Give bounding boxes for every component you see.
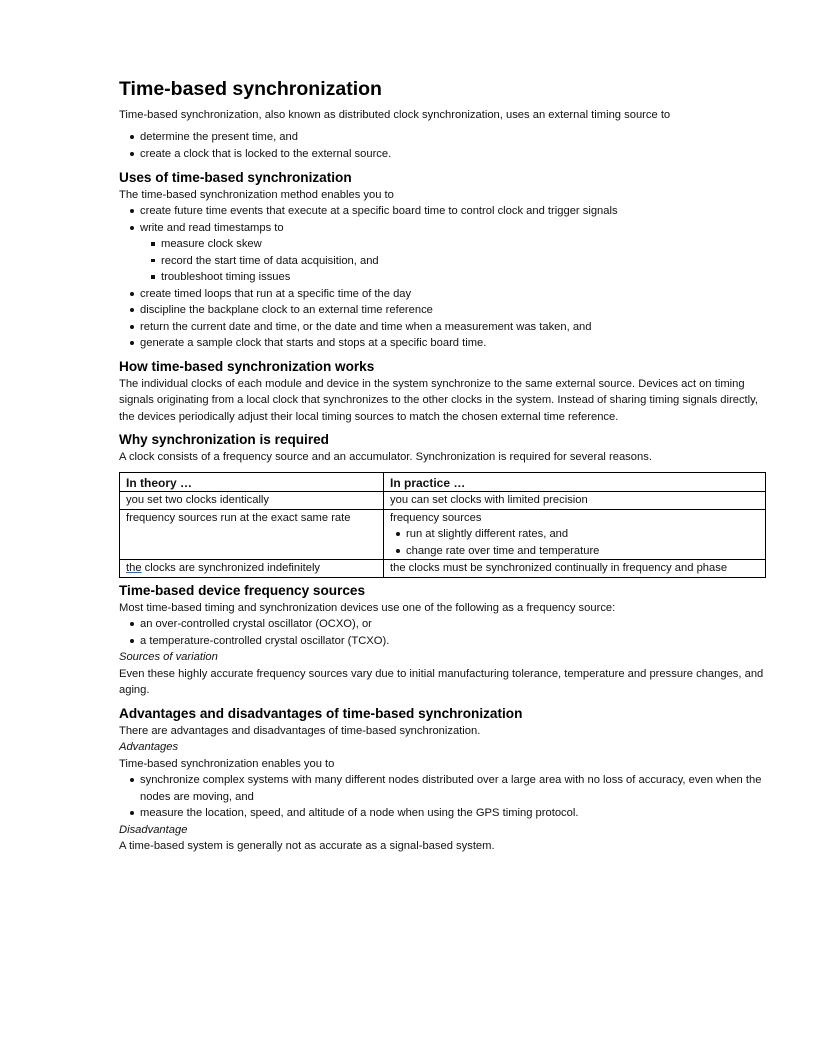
list-item-text: write and read timestamps to bbox=[140, 221, 284, 234]
table-row bbox=[120, 492, 766, 510]
section-heading-why: Why synchronization is required bbox=[119, 432, 329, 447]
section-heading-how: How time-based synchronization works bbox=[119, 358, 375, 374]
uses-lead: The time-based synchronization method enables you to bbox=[119, 188, 394, 201]
table-row bbox=[120, 509, 766, 560]
table-cell: you can set clocks with limited precision bbox=[384, 492, 766, 510]
advantages-lead: There are advantages and disadvantages of time-based synchronization. bbox=[119, 724, 481, 737]
section-heading-advantages: Advantages and disadvantages of time-based synchronization bbox=[119, 705, 523, 721]
intro-text: Time-based synchronization, also known as distributed clock synchronization, uses an external timing source to bbox=[119, 109, 671, 121]
list-item: a temperature-controlled crystal oscillator (TCXO). bbox=[119, 633, 767, 650]
list-item: troubleshoot timing issues bbox=[119, 269, 767, 286]
table-cell: you set two clocks identically bbox=[120, 492, 384, 510]
column-header-theory: In theory … bbox=[120, 472, 384, 492]
table-header-row bbox=[120, 472, 766, 492]
list-item: create a clock that is locked to the external source. bbox=[119, 146, 767, 163]
list-item: measure clock skew bbox=[119, 236, 767, 253]
uses-list-continued bbox=[119, 286, 767, 352]
list-item bbox=[119, 220, 767, 237]
list-item: synchronize complex systems with many different nodes distributed over a large area with no loss of accuracy, even when the nodes are moving, and bbox=[119, 772, 767, 805]
table-cell-text: frequency sources bbox=[390, 511, 482, 524]
uses-list bbox=[119, 203, 767, 236]
list-item: run at slightly different rates, and bbox=[390, 526, 759, 543]
table-cell-text: clocks are synchronized indefinitely bbox=[141, 562, 321, 574]
frequency-list bbox=[119, 616, 767, 649]
list-item: an over-controlled crystal oscillator (OCXO), or bbox=[119, 616, 767, 633]
table-cell bbox=[120, 560, 384, 578]
document-page bbox=[119, 76, 767, 855]
why-text: A clock consists of a frequency source and an accumulator. Synchronization is required for several reasons. bbox=[119, 451, 652, 463]
uses-sublist bbox=[119, 236, 767, 286]
frequency-lead: Most time-based timing and synchronization devices use one of the following as a frequency source: bbox=[119, 601, 616, 614]
page-title: Time-based synchronization bbox=[119, 78, 382, 100]
how-text: The individual clocks of each module and device in the system synchronize to the same external source. Devices act on timing signals originating from a local clock that synchronizes to the other clocks in the system. Instead of sharing timing signals directly, the devices periodically adjust their local timing sources to match the chosen external time reference. bbox=[119, 377, 759, 423]
table-cell: frequency sources run at the exact same rate bbox=[120, 509, 384, 560]
table-cell-list bbox=[390, 526, 759, 559]
list-item: return the current date and time, or the date and time when a measurement was taken, and bbox=[119, 319, 767, 336]
column-header-practice: In practice … bbox=[384, 472, 766, 492]
table-cell bbox=[384, 509, 766, 560]
disadvantage-text: A time-based system is generally not as accurate as a signal-based system. bbox=[119, 840, 495, 852]
advantages-label: Advantages bbox=[119, 741, 179, 753]
table-cell-word: the bbox=[126, 562, 142, 574]
list-item: measure the location, speed, and altitude of a node when using the GPS timing protocol. bbox=[119, 805, 767, 822]
table-row bbox=[120, 560, 766, 578]
variation-text: Even these highly accurate frequency sources vary due to initial manufacturing tolerance, temperature and pressure changes, and aging. bbox=[119, 667, 764, 696]
list-item: generate a sample clock that starts and stops at a specific board time. bbox=[119, 335, 767, 352]
advantages-list bbox=[119, 772, 767, 822]
list-item: discipline the backplane clock to an external time reference bbox=[119, 302, 767, 319]
advantages-intro: Time-based synchronization enables you to bbox=[119, 757, 335, 770]
disadvantage-label: Disadvantage bbox=[119, 823, 188, 836]
list-item: create future time events that execute at a specific board time to control clock and trigger signals bbox=[119, 203, 767, 220]
list-item: create timed loops that run at a specific time of the day bbox=[119, 286, 767, 303]
list-item: record the start time of data acquisition, and bbox=[119, 253, 767, 270]
table-cell: the clocks must be synchronized continually in frequency and phase bbox=[384, 560, 766, 578]
section-heading-frequency: Time-based device frequency sources bbox=[119, 582, 366, 598]
variation-label: Sources of variation bbox=[119, 651, 218, 663]
intro-list bbox=[119, 129, 767, 163]
list-item: change rate over time and temperature bbox=[390, 543, 759, 560]
section-heading-uses: Uses of time-based synchronization bbox=[119, 169, 352, 185]
list-item: determine the present time, and bbox=[119, 129, 767, 146]
theory-practice-table bbox=[119, 472, 766, 578]
